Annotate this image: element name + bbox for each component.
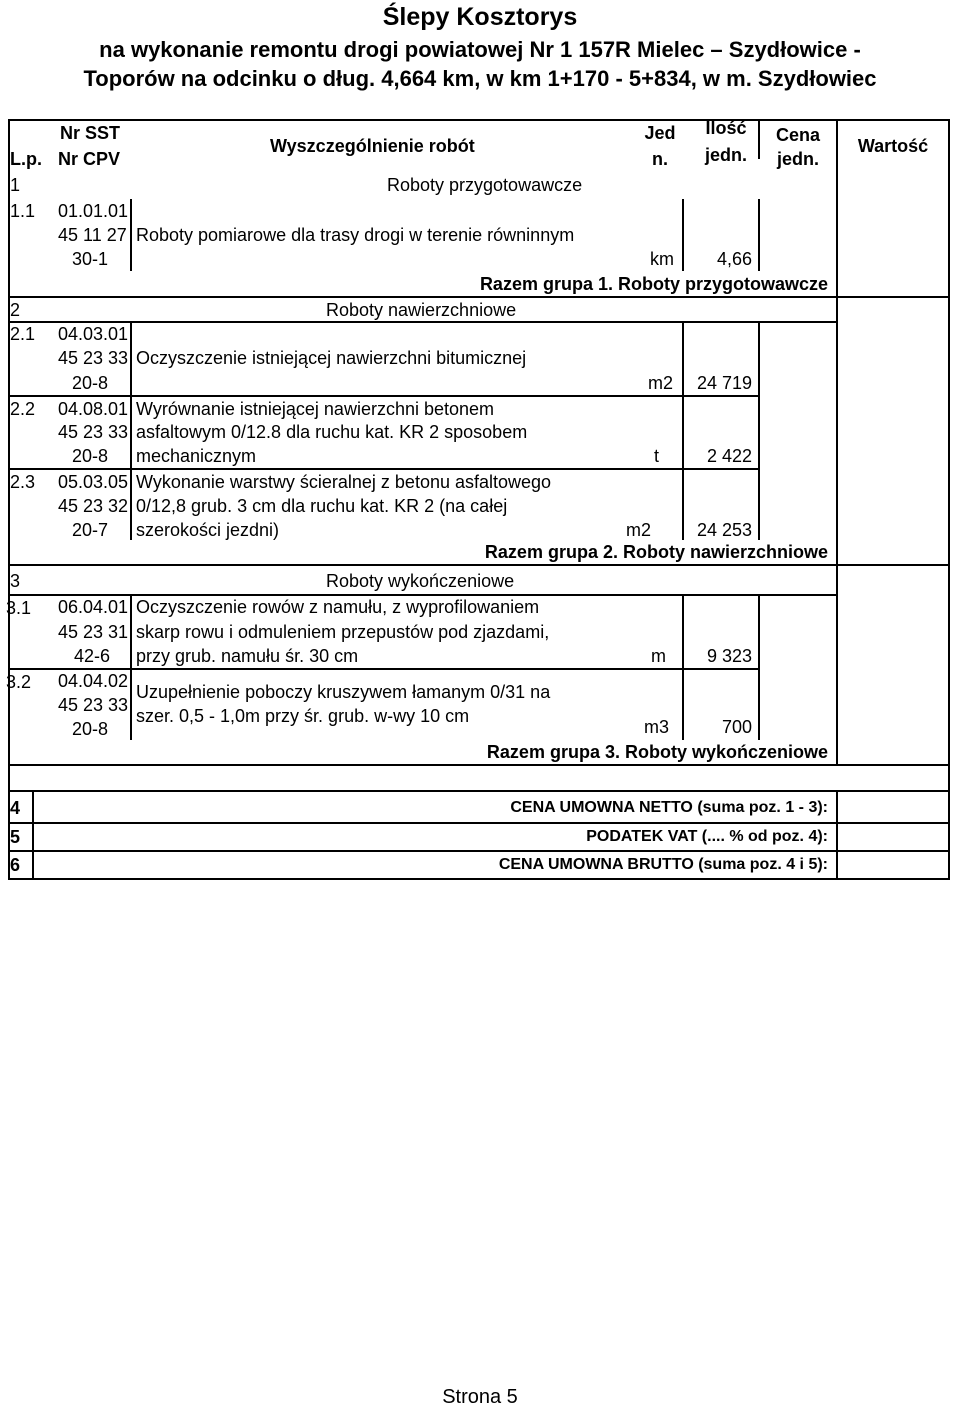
item-unit: m2 <box>648 373 674 393</box>
row-rule-item <box>8 468 760 470</box>
row-rule-summary-2 <box>8 850 950 852</box>
item-sst: 04.03.01 <box>58 324 129 344</box>
summary-brutto-label: CENA UMOWNA BRUTTO (suma poz. 4 i 5): <box>498 856 828 873</box>
col-rule-qty <box>758 322 760 540</box>
item-cpv: 45 11 27 <box>58 225 127 245</box>
item-quantity: 24 253 <box>696 520 752 540</box>
row-rule-group1-total <box>8 296 950 298</box>
row-rule-summary-1 <box>8 822 950 824</box>
item-cpv-suffix: 20-8 <box>72 446 109 466</box>
table-border-bottom <box>8 878 950 880</box>
item-unit: m3 <box>644 717 670 737</box>
item-cpv: 45 23 32 <box>58 496 129 516</box>
item-sst: 04.08.01 <box>58 399 129 419</box>
item-quantity: 24 719 <box>696 373 752 393</box>
summary-number: 5 <box>10 827 21 847</box>
row-rule-group2-title <box>8 321 838 323</box>
item-sst: 04.04.02 <box>58 671 129 691</box>
item-description-line-1: Wyrównanie istniejącej nawierzchni betonem <box>136 399 495 419</box>
item-lp: 3.1 <box>6 598 32 618</box>
row-rule-group2-total <box>8 564 950 566</box>
item-unit: m <box>651 646 666 666</box>
summary-number: 6 <box>10 855 21 875</box>
col-rule-unit <box>682 322 684 540</box>
item-description-line-1: Wykonanie warstwy ścieralnej z betonu asfaltowego <box>136 472 552 492</box>
item-cpv-suffix: 20-8 <box>72 719 109 739</box>
col-rule-summary-num <box>32 790 34 878</box>
group-title: Roboty nawierzchniowe <box>326 300 517 320</box>
group-total: Razem grupa 2. Roboty nawierzchniowe <box>484 542 828 562</box>
item-unit: km <box>650 249 674 269</box>
item-cpv: 45 23 31 <box>58 622 129 642</box>
item-description-line-2: skarp rowu i odmuleniem przepustów pod zjazdami, <box>136 622 550 642</box>
header-description: Wyszczególnienie robót <box>270 136 475 156</box>
col-rule-qty <box>758 199 760 271</box>
item-quantity: 700 <box>721 717 752 737</box>
group-total: Razem grupa 3. Roboty wykończeniowe <box>486 742 828 762</box>
item-description-line-2: asfaltowym 0/12.8 dla ruchu kat. KR 2 sposobem <box>136 422 528 442</box>
page-number: Strona 5 <box>442 1386 518 1408</box>
summary-vat-label: PODATEK VAT (.... % od poz. 4): <box>586 828 828 845</box>
item-description-line-1: Oczyszczenie rowów z namułu, z wyprofilowaniem <box>136 597 540 617</box>
header-unit-line-1: Jed <box>644 123 676 143</box>
item-unit: t <box>654 446 660 466</box>
item-description: Roboty pomiarowe dla trasy drogi w terenie równinnym <box>136 225 575 245</box>
item-cpv: 45 23 33 <box>58 695 129 715</box>
item-quantity: 2 422 <box>706 446 752 466</box>
item-unit: m2 <box>626 520 652 540</box>
item-description-line-2: 0/12,8 grub. 3 cm dla ruchu kat. KR 2 (na całej <box>136 496 508 516</box>
item-lp: 2.2 <box>10 399 36 419</box>
col-rule-qty <box>758 594 760 740</box>
title-line-3: Toporów na odcinku o dług. 4,664 km, w km 1+170 - 5+834, w m. Szydłowiec <box>83 66 877 91</box>
row-rule-item <box>8 395 760 397</box>
item-description-line-3: mechanicznym <box>136 446 257 466</box>
header-nr-cpv: Nr CPV <box>58 149 121 169</box>
col-rule-lp-desc <box>130 199 132 271</box>
item-lp: 1.1 <box>10 201 36 221</box>
header-nr-sst: Nr SST <box>60 123 121 143</box>
header-price-line-2: jedn. <box>776 149 819 169</box>
row-rule-group3-total <box>8 764 950 766</box>
item-description-line-1: Uzupełnienie poboczy kruszywem łamanym 0/31 na <box>136 682 551 702</box>
group-number: 3 <box>10 571 21 591</box>
col-rule-lp-desc <box>130 322 132 540</box>
item-quantity: 9 323 <box>706 646 752 666</box>
item-sst: 05.03.05 <box>58 472 129 492</box>
col-rule-unit <box>682 199 684 271</box>
header-lp: L.p. <box>10 149 42 169</box>
table-border-top <box>8 119 950 121</box>
group-title: Roboty wykończeniowe <box>326 571 515 591</box>
item-lp: 2.1 <box>10 324 36 344</box>
col-rule-lp-desc <box>130 594 132 740</box>
group-title: Roboty przygotowawcze <box>387 175 583 195</box>
item-quantity: 4,66 <box>716 249 752 269</box>
item-cpv-suffix: 42-6 <box>74 646 111 666</box>
item-cpv: 45 23 33 <box>58 348 129 368</box>
header-qty-line-2: jedn. <box>704 145 747 165</box>
title-line-2: na wykonanie remontu drogi powiatowej Nr 1 157R Mielec – Szydłowice - <box>99 37 861 62</box>
summary-netto-label: CENA UMOWNA NETTO (suma poz. 1 - 3): <box>510 799 828 816</box>
item-description-line-2: szer. 0,5 - 1,0m przy śr. grub. w-wy 10 cm <box>136 706 470 726</box>
item-sst: 06.04.01 <box>58 597 129 617</box>
title-line-1: Ślepy Kosztorys <box>382 3 578 31</box>
row-rule-blank <box>8 790 950 792</box>
item-cpv-suffix: 20-7 <box>72 520 109 540</box>
item-description: Oczyszczenie istniejącej nawierzchni bitumicznej <box>136 348 527 368</box>
header-unit-line-2: n. <box>652 149 668 169</box>
group-total: Razem grupa 1. Roboty przygotowawcze <box>479 274 828 294</box>
header-value: Wartość <box>857 136 929 156</box>
item-sst: 01.01.01 <box>58 201 129 221</box>
col-rule-value <box>836 119 838 765</box>
group-number: 1 <box>10 175 21 195</box>
item-description-line-3: przy grub. namułu śr. 30 cm <box>136 646 359 666</box>
header-price-line-1: Cena <box>775 125 820 145</box>
item-lp: 2.3 <box>10 472 36 492</box>
item-cpv-suffix: 20-8 <box>72 373 109 393</box>
col-rule-unit <box>682 594 684 740</box>
summary-number: 4 <box>10 798 21 818</box>
item-description-line-3: szerokości jezdni) <box>136 520 280 540</box>
item-cpv: 45 23 33 <box>58 422 129 442</box>
header-qty-line-1: Ilość <box>705 118 747 138</box>
item-lp: 3.2 <box>6 672 32 692</box>
col-rule-summary-value <box>836 790 838 878</box>
group-number: 2 <box>10 300 21 320</box>
item-cpv-suffix: 30-1 <box>72 249 109 269</box>
